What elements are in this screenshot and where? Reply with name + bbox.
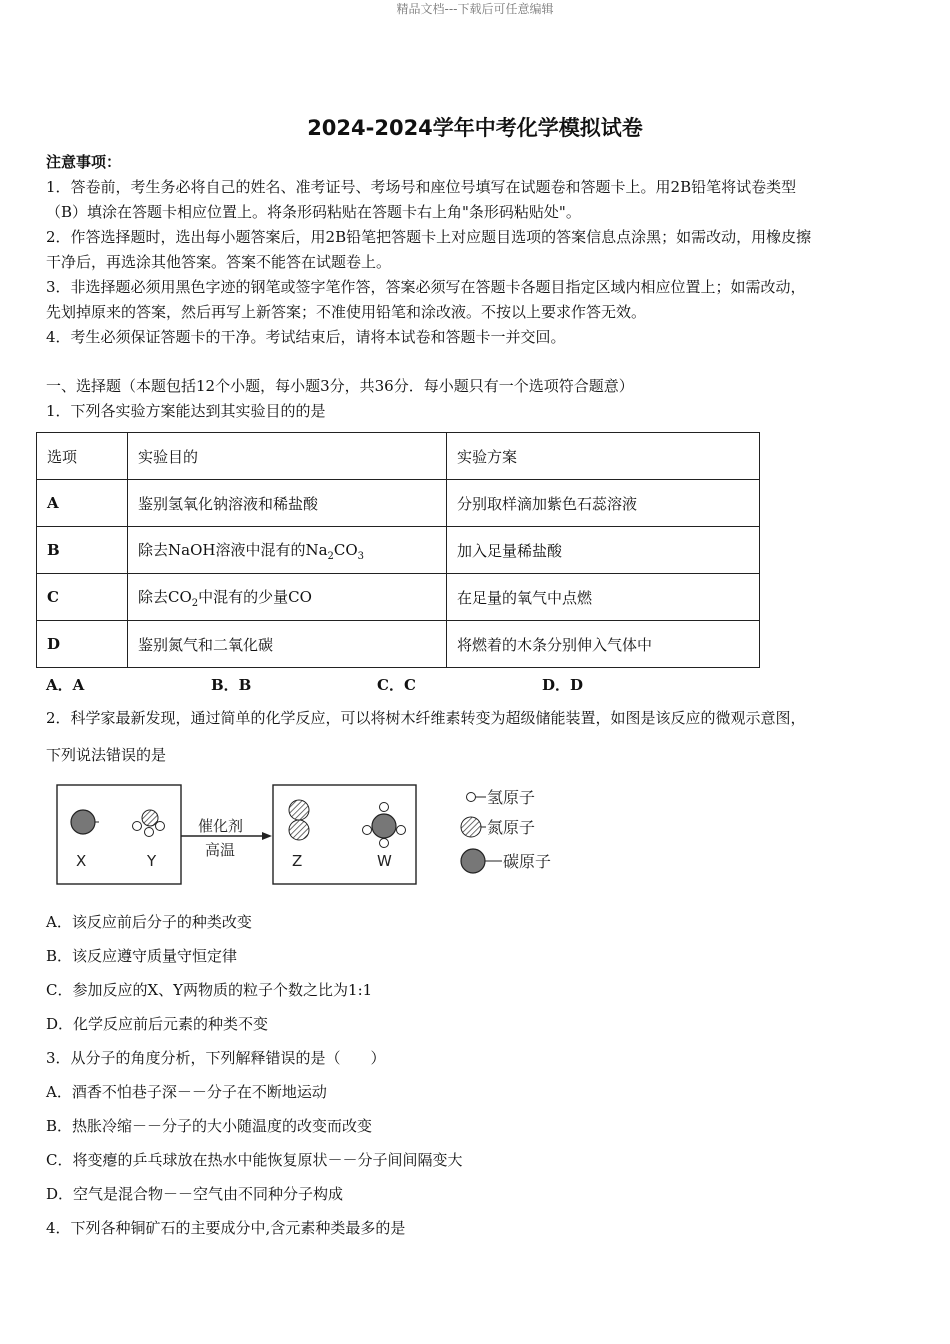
notice-line: 4．考生必须保证答题卡的干净。考试结束后，请将本试卷和答题卡一并交回。	[46, 328, 566, 346]
catalyst-label: 催化剂	[198, 817, 244, 835]
nitrogen-atom-icon	[289, 820, 309, 840]
label-z: Z	[292, 852, 303, 870]
question-1-option: C．C	[377, 676, 416, 694]
goal-text: 除去NaOH溶液中混有的Na	[138, 540, 328, 559]
notice-line: 干净后，再选涂其他答案。答案不能答在试题卷上。	[46, 253, 392, 271]
legend-hydrogen-icon	[467, 793, 476, 802]
page-header: 精品文档---下载后可任意编辑	[396, 2, 554, 16]
section-heading: 一、选择题（本题包括12个小题，每小题3分，共36分．每小题只有一个选项符合题意）	[46, 377, 634, 395]
goal-text: 中混有的少量CO	[198, 587, 312, 606]
question-4-stem: 4．下列各种铜矿石的主要成分中,含元素种类最多的是	[46, 1219, 406, 1237]
question-1-table	[36, 432, 760, 668]
hydrogen-atom-icon	[133, 822, 142, 831]
subscript: 2	[327, 550, 334, 562]
arrow-head-icon	[262, 832, 272, 840]
label-w: W	[377, 852, 392, 870]
table-cell-goal	[128, 574, 447, 621]
table-header-cell: 选项	[37, 433, 128, 480]
table-cell-goal: 鉴别氢氧化钠溶液和稀盐酸	[128, 480, 447, 527]
question-3-option: D．空气是混合物－－空气由不同种分子构成	[46, 1185, 344, 1203]
table-cell-plan: 加入足量稀盐酸	[447, 527, 760, 574]
notice-line: 先划掉原来的答案，然后再写上新答案；不准使用铅笔和涂改液。不按以上要求作答无效。	[46, 303, 647, 321]
notice-line: 3．非选择题必须用黑色字迹的钢笔或签字笔作答，答案必须写在答题卡各题目指定区域内相应位置上；如需改动，	[46, 278, 806, 296]
table-cell-option: D	[37, 621, 128, 668]
nitrogen-atom-icon	[289, 800, 309, 820]
notice-heading: 注意事项：	[46, 153, 122, 171]
question-3-option: A．酒香不怕巷子深－－分子在不断地运动	[46, 1083, 327, 1101]
condition-label: 高温	[205, 841, 236, 859]
question-1-stem: 1．下列各实验方案能达到其实验目的的是	[46, 402, 326, 420]
reaction-diagram	[50, 775, 570, 895]
table-header-cell: 实验目的	[128, 433, 447, 480]
notice-line: （B）填涂在答题卡相应位置上。将条形码粘贴在答题卡右上角"条形码粘贴处"。	[46, 203, 581, 221]
table-cell-plan: 将燃着的木条分别伸入气体中	[447, 621, 760, 668]
table-cell-option: B	[37, 527, 128, 574]
table-cell-goal	[128, 527, 447, 574]
question-3-stem: 3．从分子的角度分析，下列解释错误的是（ ）	[46, 1049, 386, 1067]
nitrogen-atom-icon	[142, 810, 158, 826]
carbon-atom-icon	[372, 814, 396, 838]
question-2-option: C．参加反应的X、Y两物质的粒子个数之比为1:1	[46, 981, 373, 999]
question-3-option: C．将变瘪的乒乓球放在热水中能恢复原状－－分子间间隔变大	[46, 1151, 463, 1169]
question-2-stem: 2．科学家最新发现，通过简单的化学反应，可以将树木纤维素转变为超级储能装置，如图是该反应的微观示意图，	[46, 709, 806, 727]
table-row	[37, 574, 760, 621]
legend-carbon-label: 碳原子	[503, 852, 552, 871]
question-2-option: A．该反应前后分子的种类改变	[46, 913, 252, 931]
table-cell-option: C	[37, 574, 128, 621]
table-row	[37, 480, 760, 527]
hydrogen-atom-icon	[397, 826, 406, 835]
carbon-atom-icon	[71, 810, 95, 834]
notice-line: 1．答卷前，考生务必将自己的姓名、准考证号、考场号和座位号填写在试题卷和答题卡上。用2B铅笔将试卷类型	[46, 178, 797, 196]
question-3-option: B．热胀冷缩－－分子的大小随温度的改变而改变	[46, 1117, 373, 1135]
label-y: Y	[147, 852, 157, 870]
table-cell-plan: 在足量的氧气中点燃	[447, 574, 760, 621]
hydrogen-atom-icon	[363, 826, 372, 835]
hydrogen-atom-icon	[380, 839, 389, 848]
table-cell-plan: 分别取样滴加紫色石蕊溶液	[447, 480, 760, 527]
label-x: X	[76, 852, 87, 870]
goal-text: CO	[333, 540, 358, 559]
notice-line: 2．作答选择题时，选出每小题答案后，用2B铅笔把答题卡上对应题目选项的答案信息点涂黑；如需改动，用橡皮擦	[46, 228, 812, 246]
table-row	[37, 527, 760, 574]
subscript: 3	[357, 550, 365, 562]
legend-carbon-icon	[461, 849, 485, 873]
legend-nitrogen-label: 氮原子	[487, 818, 536, 837]
table-header-cell: 实验方案	[447, 433, 760, 480]
question-2-stem: 下列说法错误的是	[46, 746, 167, 764]
hydrogen-atom-icon	[156, 822, 165, 831]
page-title: 2024-2024学年中考化学模拟试卷	[307, 116, 643, 140]
hydrogen-atom-icon	[380, 803, 389, 812]
question-1-option: D．D	[542, 676, 584, 694]
question-1-option: A．A	[46, 676, 85, 694]
question-2-option: B．该反应遵守质量守恒定律	[46, 947, 238, 965]
table-row	[37, 621, 760, 668]
goal-text: 除去CO	[138, 587, 192, 606]
table-header-row	[37, 433, 760, 480]
table-cell-option: A	[37, 480, 128, 527]
question-1-option: B．B	[211, 676, 252, 694]
legend-nitrogen-icon	[461, 817, 481, 837]
legend-hydrogen-label: 氢原子	[487, 788, 536, 807]
question-2-option: D．化学反应前后元素的种类不变	[46, 1015, 269, 1033]
table-cell-goal: 鉴别氮气和二氧化碳	[128, 621, 447, 668]
subscript: 2	[191, 597, 199, 609]
hydrogen-atom-icon	[145, 828, 154, 837]
